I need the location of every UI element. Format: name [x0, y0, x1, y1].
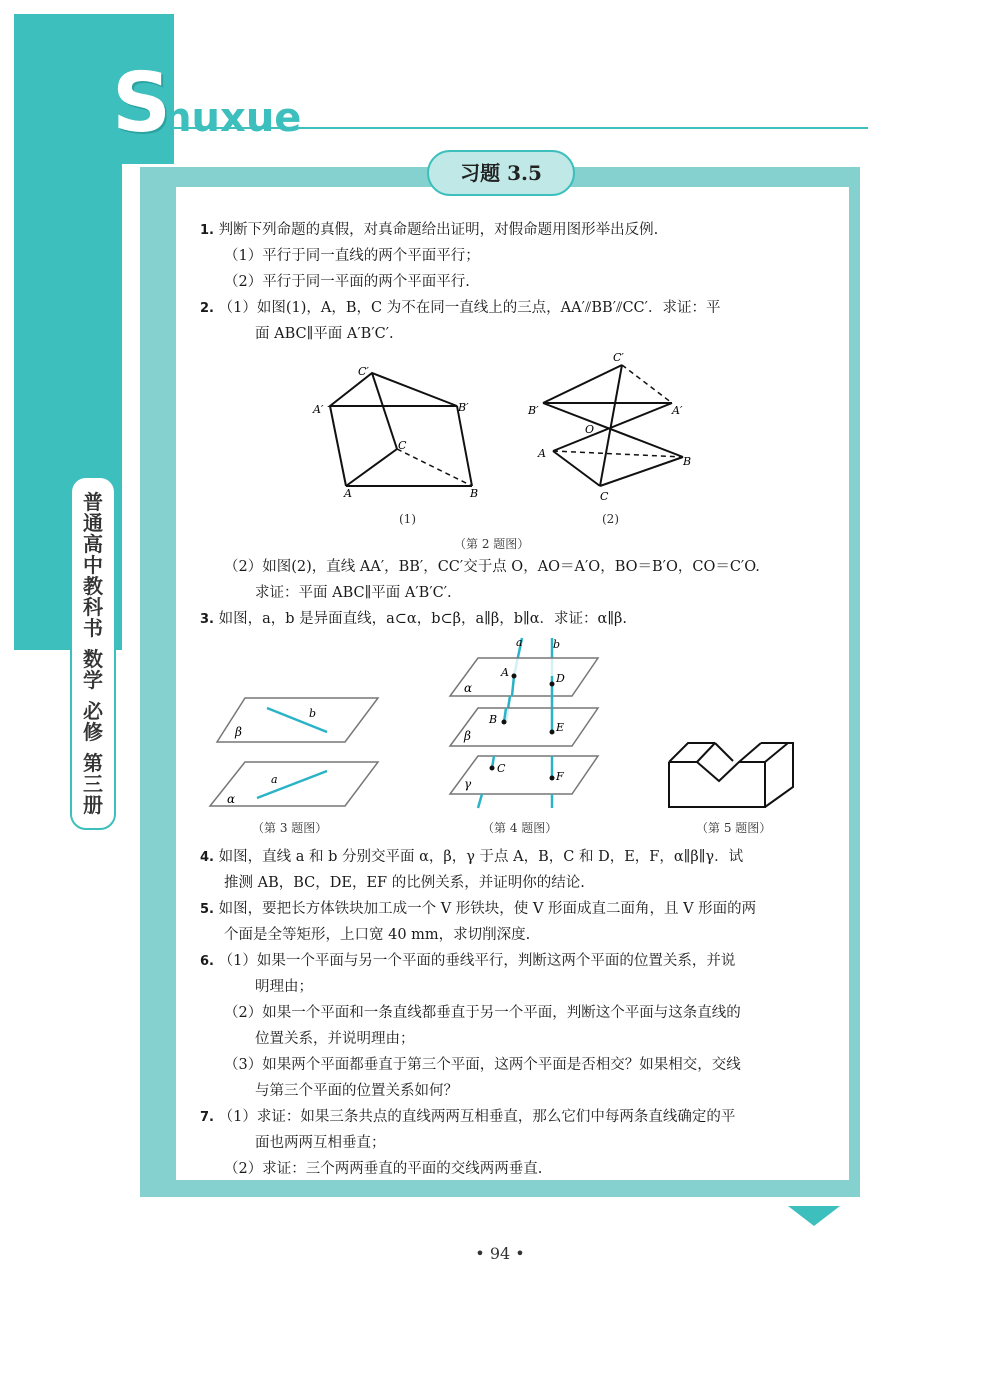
page-number: • 94 •: [475, 1244, 525, 1263]
problem-4-line-1: 如图，直线 a 和 b 分别交平面 α，β，γ 于点 A，B，C 和 D，E，F，α∥β∥γ．试: [218, 849, 744, 865]
point-B: [502, 720, 507, 725]
label-A-1: A: [344, 487, 352, 500]
label-b-4: b: [553, 638, 561, 651]
label-B-2: B: [683, 455, 692, 468]
label-B-4: B: [489, 713, 498, 726]
plane-beta-4: [450, 708, 598, 746]
label-A-prime-1: A′: [313, 403, 324, 416]
figure-5-caption: （第 5 题图）: [696, 821, 772, 835]
problem-4: 4. 如图，直线 a 和 b 分别交平面 α，β，γ 于点 A，B，C 和 D，E，F，α∥β∥γ．试: [200, 849, 744, 865]
problem-6-part-3-line-1: （3）如果两个平面都垂直于第三个平面，这两个平面是否相交？如果相交，交线: [224, 1057, 741, 1073]
label-C-prime-1: C′: [358, 365, 369, 378]
logo-text: huxue: [163, 95, 302, 141]
figure-3-caption: （第 3 题图）: [252, 821, 328, 835]
problem-5-line-2: 个面是全等矩形，上口宽 40 mm，求切削深度.: [224, 927, 531, 943]
label-a-4: a: [516, 636, 523, 649]
problem-2-part-1-line-2: 面 ABC∥平面 A′B′C′.: [255, 326, 394, 342]
figure-problem-2: [300, 345, 720, 555]
figure-2-caption: （第 2 题图）: [454, 537, 530, 551]
problem-6-part-2-line-2: 位置关系，并说明理由；: [255, 1031, 415, 1047]
point-E: [550, 730, 555, 735]
problem-4-line-2: 推测 AB，BC，DE，EF 的比例关系，并证明你的结论.: [224, 875, 585, 891]
figure-2-1-prism: [330, 373, 472, 486]
problem-5: 5. 如图，要把长方体铁块加工成一个 V 形铁块，使 V 形面成直二面角，且 V 形面的两: [200, 901, 757, 917]
problem-2-part-1-line-1: （1）如图(1)，A，B，C 为不在同一直线上的三点，AA′⫽BB′⫽CC′．求证：平: [218, 300, 721, 316]
label-O: O: [585, 423, 595, 436]
problem-7: 7. （1）求证：如果三条共点的直线两两互相垂直，那么它们中每两条直线确定的平: [200, 1109, 736, 1125]
point-F: [550, 776, 555, 781]
label-C-prime-2: C′: [613, 351, 624, 364]
problem-7-part-1-line-2: 面也两两互相垂直；: [255, 1135, 386, 1151]
label-A-prime-2: A′: [672, 404, 683, 417]
label-a: a: [271, 773, 278, 786]
book-title-vertical: 普 通 高 中 教 科 书 数 学 必 修 第 三 册: [83, 490, 103, 817]
label-A-4: A: [501, 666, 509, 679]
exercise-title: 习题 3.5: [427, 150, 575, 196]
label-C-2: C: [600, 490, 609, 503]
plane-gamma-4: [450, 756, 598, 794]
v-block-front: [669, 762, 765, 807]
figure-2-sub-1-caption: (1): [399, 512, 416, 526]
label-D-4: D: [556, 672, 565, 685]
problem-6-part-2-line-1: （2）如果一个平面和一条直线都垂直于另一个平面，判断这个平面与这条直线的: [224, 1005, 741, 1021]
label-C-1: C: [398, 439, 407, 452]
figure-2-2-double-pyramid: [543, 365, 683, 486]
figure-problem-4: [440, 632, 605, 812]
book-title-tab: [70, 476, 116, 830]
next-page-arrow-icon: [788, 1206, 840, 1226]
problem-2-part-2-line-1: （2）如图(2)，直线 AA′，BB′，CC′交于点 O，AO＝A′O，BO＝B′O，CO＝C′O.: [224, 559, 760, 575]
figure-problem-3: [205, 690, 385, 815]
label-B-1: B: [470, 487, 479, 500]
label-beta-4: β: [464, 729, 471, 743]
label-B-prime-2: B′: [528, 404, 539, 417]
problem-6: 6. （1）如果一个平面与另一个平面的垂线平行，判断这两个平面的位置关系，并说: [200, 953, 736, 969]
label-B-prime-1: B′: [458, 401, 469, 414]
label-b: b: [309, 707, 317, 720]
label-alpha: α: [227, 792, 236, 806]
label-A-2: A: [538, 447, 546, 460]
problem-1-part-2: （2）平行于同一平面的两个平面平行.: [224, 274, 470, 290]
problem-6-part-3-line-2: 与第三个平面的位置关系如何？: [255, 1083, 458, 1099]
label-F-4: F: [556, 770, 564, 783]
problem-3-text: 如图，a，b 是异面直线，a⊂α，b⊂β，a∥β，b∥α．求证：α∥β.: [218, 611, 628, 627]
point-D: [550, 682, 555, 687]
logo-letter-s: S: [112, 56, 170, 151]
problem-1-part-1: （1）平行于同一直线的两个平面平行；: [224, 248, 480, 264]
line-b: [267, 708, 327, 732]
problem-5-line-1: 如图，要把长方体铁块加工成一个 V 形铁块，使 V 形面成直二面角，且 V 形面的两: [218, 901, 757, 917]
point-C: [490, 766, 495, 771]
label-C-4: C: [497, 762, 506, 775]
problem-2: 2. （1）如图(1)，A，B，C 为不在同一直线上的三点，AA′⫽BB′⫽CC′．求证：平: [200, 300, 721, 316]
label-alpha-4: α: [464, 681, 473, 695]
point-A: [512, 674, 517, 679]
problem-1-stem: 判断下列命题的真假，对真命题给出证明，对假命题用图形举出反例.: [218, 222, 659, 238]
line-a: [257, 771, 327, 798]
problem-7-part-2: （2）求证：三个两两垂直的平面的交线两两垂直.: [224, 1161, 543, 1177]
figure-2-sub-2-caption: (2): [602, 512, 619, 526]
problem-3: 3. 如图，a，b 是异面直线，a⊂α，b⊂β，a∥β，b∥α．求证：α∥β.: [200, 611, 628, 627]
problem-2-part-2-line-2: 求证：平面 ABC∥平面 A′B′C′.: [255, 585, 452, 601]
problem-6-part-1-line-1: （1）如果一个平面与另一个平面的垂线平行，判断这两个平面的位置关系，并说: [218, 953, 736, 969]
problem-7-part-1-line-1: （1）求证：如果三条共点的直线两两互相垂直，那么它们中每两条直线确定的平: [218, 1109, 736, 1125]
problem-6-part-1-line-2: 明理由；: [255, 979, 313, 995]
figure-problem-5: [660, 735, 800, 815]
problem-1: 1. 判断下列命题的真假，对真命题给出证明，对假命题用图形举出反例.: [200, 222, 659, 238]
label-gamma-4: γ: [464, 777, 472, 791]
plane-alpha-4: [450, 658, 598, 696]
figure-4-caption: （第 4 题图）: [482, 821, 558, 835]
shuxue-logo: [112, 56, 301, 151]
label-E-4: E: [556, 721, 565, 734]
label-beta: β: [235, 725, 242, 739]
